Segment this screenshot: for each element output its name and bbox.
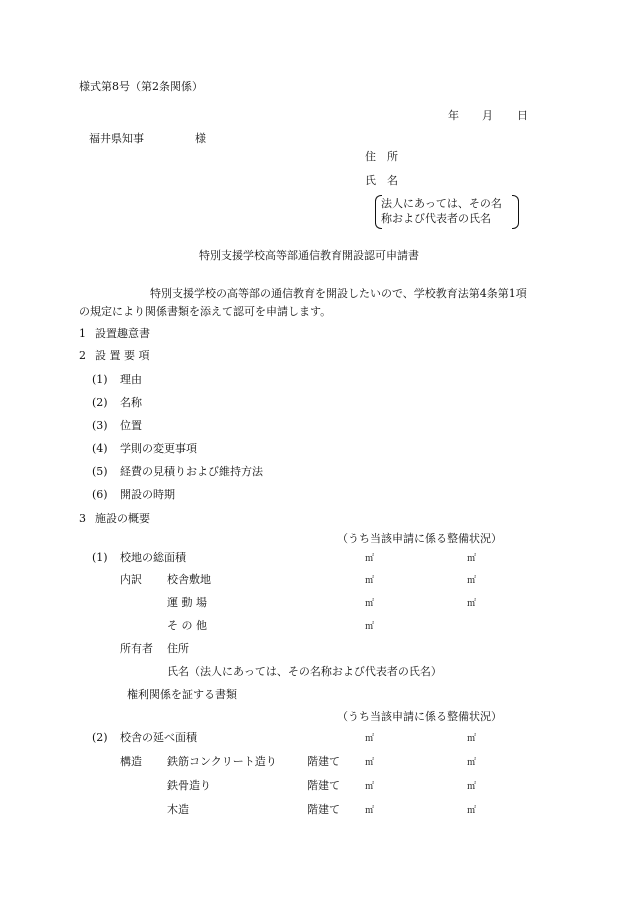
document-title: 特別支援学校高等部通信教育開設認可申請書 <box>199 249 419 262</box>
floors-label: 階建て <box>307 755 340 768</box>
building-label: 校舎の延べ面積 <box>120 731 197 744</box>
section-1-num: 1 <box>79 327 86 340</box>
note-line2: 称および代表者の氏名 <box>381 212 491 225</box>
breakdown-label: 内訳 <box>120 573 142 586</box>
governor: 福井県知事 <box>89 132 144 145</box>
building-num: (2) <box>92 731 108 744</box>
unit: ㎡ <box>365 734 375 744</box>
item-label: 学則の変更事項 <box>120 442 197 455</box>
unit: ㎡ <box>467 782 477 792</box>
owner-address: 住所 <box>167 642 189 655</box>
site-label: 校地の総面積 <box>120 551 186 564</box>
unit: ㎡ <box>365 576 375 586</box>
date-day: 日 <box>517 109 528 122</box>
item-num: (6) <box>92 488 108 501</box>
unit: ㎡ <box>365 806 375 816</box>
item-num: (5) <box>92 465 108 478</box>
item-num: (1) <box>92 373 108 386</box>
intro-line1: 特別支援学校の高等部の通信教育を開設したいので、学校教育法第4条第1項 <box>150 287 527 300</box>
item-label: 位置 <box>120 419 142 432</box>
unit: ㎡ <box>365 554 375 564</box>
column-note: （うち当該申請に係る整備状況） <box>337 710 502 723</box>
unit: ㎡ <box>467 576 477 586</box>
item-num: (2) <box>92 396 108 409</box>
site-row-label: 校舎敷地 <box>167 573 211 586</box>
unit: ㎡ <box>467 599 477 609</box>
item-num: (4) <box>92 442 108 455</box>
structure-label: 構造 <box>120 755 142 768</box>
site-num: (1) <box>92 551 108 564</box>
honorific: 様 <box>195 132 206 145</box>
rights-document: 権利関係を証する書類 <box>127 688 237 701</box>
form-label: 様式第8号（第2条関係） <box>79 80 203 93</box>
site-row-label: 運 動 場 <box>167 596 207 609</box>
floors-label: 階建て <box>307 803 340 816</box>
note-line1: 法人にあっては、その名 <box>381 197 502 210</box>
owner-label: 所有者 <box>120 642 153 655</box>
address-label: 住 所 <box>365 150 398 163</box>
date-month: 月 <box>482 109 493 122</box>
item-label: 理由 <box>120 373 142 386</box>
unit: ㎡ <box>467 734 477 744</box>
unit: ㎡ <box>365 758 375 768</box>
item-label: 開設の時期 <box>120 488 175 501</box>
owner-name: 氏名（法人にあっては、その名称および代表者の氏名） <box>167 665 442 678</box>
name-label: 氏 名 <box>365 174 398 187</box>
structure-row-label: 木造 <box>167 803 189 816</box>
item-label: 経費の見積りおよび維持方法 <box>120 465 263 478</box>
column-note: （うち当該申請に係る整備状況） <box>337 532 502 545</box>
unit: ㎡ <box>467 758 477 768</box>
section-3-label: 施設の概要 <box>95 512 150 525</box>
unit: ㎡ <box>467 806 477 816</box>
intro-line2: の規定により関係書類を添えて認可を申請します。 <box>79 305 332 318</box>
section-1-label: 設置趣意書 <box>95 327 150 340</box>
unit: ㎡ <box>467 554 477 564</box>
section-3-num: 3 <box>79 512 86 525</box>
section-2-num: 2 <box>79 349 86 362</box>
site-row-label: そ の 他 <box>167 619 207 632</box>
section-2-label: 設 置 要 項 <box>95 349 150 362</box>
floors-label: 階建て <box>307 779 340 792</box>
structure-row-label: 鉄筋コンクリート造り <box>167 755 277 768</box>
unit: ㎡ <box>365 599 375 609</box>
structure-row-label: 鉄骨造り <box>167 779 211 792</box>
note-bracket-right <box>512 195 519 229</box>
item-label: 名称 <box>120 396 142 409</box>
item-num: (3) <box>92 419 108 432</box>
unit: ㎡ <box>365 782 375 792</box>
unit: ㎡ <box>365 622 375 632</box>
date-year: 年 <box>448 109 459 122</box>
